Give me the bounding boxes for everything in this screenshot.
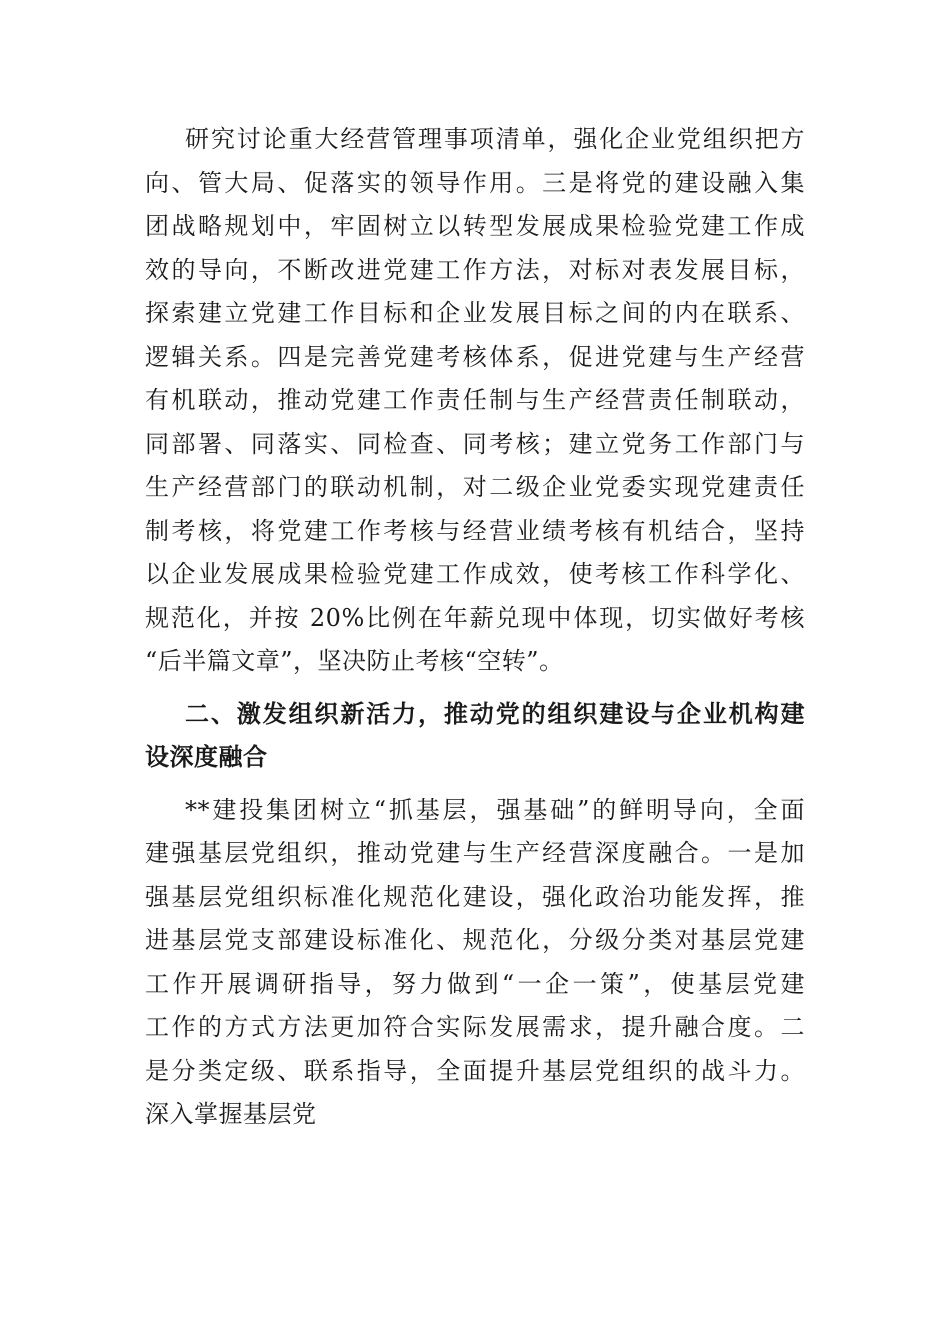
document-page (145, 118, 805, 1137)
text-line: 向、管大局、促落实的领导作用。三是将党的建设融入集 (145, 168, 805, 197)
heading-line: 设深度融合 (145, 743, 268, 771)
text-line: 工作开展调研指导，努力做到“一企一策”，使基层党建 (145, 969, 805, 998)
text-line: 制考核，将党建工作考核与经营业绩考核有机结合，坚持 (145, 516, 805, 545)
text-line: 建强基层党组织，推动党建与生产经营深度融合。一是加 (145, 839, 805, 867)
text-line: 深入掌握基层党 (145, 1100, 317, 1128)
paragraph-party-building-assessment (145, 118, 805, 684)
text-line: 研究讨论重大经营管理事项清单，强化企业党组织把方 (185, 125, 805, 153)
paragraph-grassroots-organization (145, 789, 805, 1137)
text-line: 有机联动，推动党建工作责任制与生产经营责任制联动， (145, 386, 805, 414)
section-heading-2 (145, 693, 805, 780)
text-line: 规范化，并按 20%比例在年薪兑现中体现，切实做好考核 (145, 603, 805, 632)
text-line: 探索建立党建工作目标和企业发展目标之间的内在联系、 (145, 299, 805, 327)
text-line: 以企业发展成果检验党建工作成效，使考核工作科学化、 (145, 560, 805, 588)
text-line: **建投集团树立“抓基层，强基础”的鲜明导向，全面 (185, 795, 805, 824)
text-line: 效的导向，不断改进党建工作方法，对标对表发展目标， (145, 255, 805, 284)
text-line: 强基层党组织标准化规范化建设，强化政治功能发挥，推 (145, 882, 805, 911)
text-line: 进基层党支部建设标准化、规范化，分级分类对基层党建 (145, 926, 805, 954)
text-line: 工作的方式方法更加符合实际发展需求，提升融合度。二 (145, 1013, 805, 1041)
text-line: 团战略规划中，牢固树立以转型发展成果检验党建工作成 (145, 212, 805, 240)
text-line: 生产经营部门的联动机制，对二级企业党委实现党建责任 (145, 473, 805, 501)
heading-line: 二、激发组织新活力，推动党的组织建设与企业机构建 (185, 699, 805, 728)
text-line: 同部署、同落实、同检查、同考核；建立党务工作部门与 (145, 429, 805, 458)
text-line: “后半篇文章”，坚决防止考核“空转”。 (145, 647, 564, 675)
text-line: 逻辑关系。四是完善党建考核体系，促进党建与生产经营 (145, 342, 805, 371)
text-line: 是分类定级、联系指导，全面提升基层党组织的战斗力。 (145, 1056, 805, 1085)
